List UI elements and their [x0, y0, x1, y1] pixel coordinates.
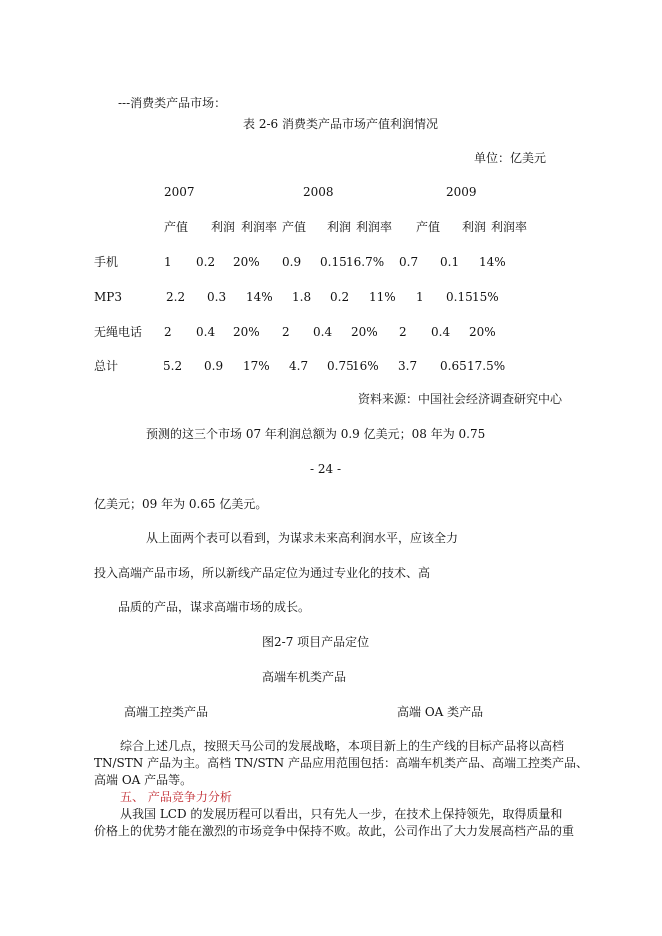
paragraph-line: 综合上述几点，按照天马公司的发展战略，本项目新上的生产线的目标产品将以高档	[120, 739, 565, 753]
row-label-cordless-phone: 无绳电话	[94, 325, 143, 339]
table-cell: 20%	[469, 325, 496, 339]
figure-label-vehicle: 高端车机类产品	[262, 670, 347, 684]
table-cell: 0.15	[320, 255, 347, 269]
year-2008: 2008	[303, 185, 334, 199]
col-header: 产值	[416, 220, 441, 234]
paragraph-line: 品质的产品，谋求高端市场的成长。	[118, 600, 311, 614]
table-cell: 1	[164, 255, 172, 269]
table-cell: 14%	[246, 290, 273, 304]
row-label-phone: 手机	[94, 255, 119, 269]
table-cell: 15%	[472, 290, 499, 304]
table-cell: 20%	[351, 325, 378, 339]
table-source: 资料来源：中国社会经济调查研究中心	[358, 392, 563, 406]
table-cell: 0.4	[196, 325, 216, 339]
col-header: 利润率	[241, 220, 278, 234]
table-caption: 表 2-6 消费类产品市场产值利润情况	[243, 117, 438, 131]
table-cell: 0.2	[330, 290, 350, 304]
figure-label-industrial: 高端工控类产品	[124, 705, 209, 719]
table-cell: 0.65	[440, 359, 467, 373]
table-cell: 16.7%	[346, 255, 385, 269]
table-cell: 20%	[233, 255, 260, 269]
table-cell: 2	[399, 325, 407, 339]
table-cell: 11%	[369, 290, 396, 304]
col-header: 利润	[462, 220, 487, 234]
col-header: 产值	[164, 220, 189, 234]
table-cell: 2	[164, 325, 172, 339]
year-2009: 2009	[446, 185, 477, 199]
intro-line: ---消费类产品市场：	[118, 96, 227, 110]
table-cell: 0.9	[204, 359, 224, 373]
paragraph-line: TN/STN 产品为主。高档 TN/STN 产品应用范围包括：高端车机类产品、高端工控类产品、	[94, 756, 588, 770]
col-header: 产值	[282, 220, 307, 234]
paragraph-line: 从上面两个表可以看到，为谋求未来高利润水平，应该全力	[146, 531, 459, 545]
forecast-line-2: 亿美元；09 年为 0.65 亿美元。	[94, 497, 268, 511]
table-cell: 14%	[479, 255, 506, 269]
table-cell: 0.7	[399, 255, 419, 269]
table-cell: 0.4	[431, 325, 451, 339]
paragraph-line: 从我国 LCD 的发展历程可以看出，只有先人一步，在技术上保持领先，取得质量和	[120, 807, 563, 821]
section-heading: 五、 产品竞争力分析	[120, 790, 232, 804]
figure-label-oa: 高端 OA 类产品	[397, 705, 484, 719]
col-header: 利润	[211, 220, 236, 234]
forecast-line-1: 预测的这三个市场 07 年利润总额为 0.9 亿美元；08 年为 0.75	[146, 427, 486, 441]
table-cell: 0.75	[327, 359, 354, 373]
row-label-total: 总计	[94, 359, 119, 373]
table-cell: 1.8	[292, 290, 312, 304]
table-cell: 16%	[352, 359, 379, 373]
year-2007: 2007	[164, 185, 195, 199]
table-cell: 20%	[233, 325, 260, 339]
col-header: 利润率	[356, 220, 393, 234]
table-cell: 17.5%	[467, 359, 506, 373]
table-cell: 17%	[243, 359, 270, 373]
col-header: 利润	[327, 220, 352, 234]
table-cell: 0.9	[282, 255, 302, 269]
table-cell: 3.7	[398, 359, 418, 373]
table-cell: 2.2	[166, 290, 186, 304]
figure-caption: 图2-7 项目产品定位	[262, 635, 370, 649]
table-cell: 0.15	[446, 290, 473, 304]
table-cell: 1	[416, 290, 424, 304]
table-cell: 0.4	[313, 325, 333, 339]
table-cell: 4.7	[289, 359, 309, 373]
paragraph-line: 投入高端产品市场，所以新线产品定位为通过专业化的技术、高	[94, 566, 431, 580]
row-label-mp3: MP3	[94, 290, 122, 304]
table-cell: 0.1	[440, 255, 460, 269]
paragraph-line: 高端 OA 产品等。	[94, 773, 193, 787]
table-unit: 单位：亿美元	[474, 151, 547, 165]
col-header: 利润率	[491, 220, 528, 234]
table-cell: 0.3	[207, 290, 227, 304]
paragraph-line: 价格上的优势才能在激烈的市场竞争中保持不败。故此，公司作出了大力发展高档产品的重	[94, 824, 575, 838]
table-cell: 2	[282, 325, 290, 339]
table-cell: 0.2	[196, 255, 216, 269]
table-cell: 5.2	[163, 359, 183, 373]
page-number: - 24 -	[310, 462, 342, 476]
